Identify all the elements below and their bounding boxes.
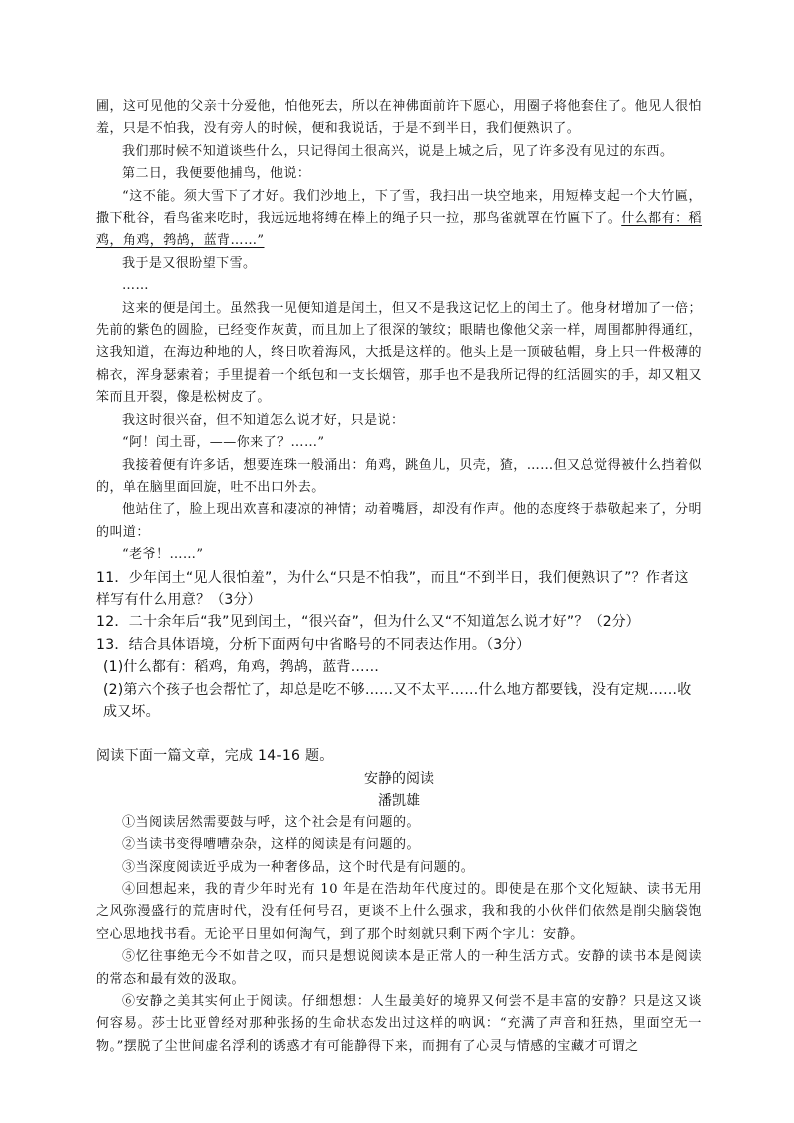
question-13 [96,634,702,656]
question-11 [96,567,702,612]
question-block [96,567,702,724]
article-paragraph: ④回想起来，我的青少年时光有 10 年是在浩劫年代度过的。即使是在那个文化短缺、读书无用之风弥漫盛行的荒唐时代，没有任何号召，更谈不上什么强求，我和我的小伙伴们依然是削尖脑袋饱空心思地找书看。无论平日里如何淘气，到了那个时刻就只剩下两个字儿：安静。 [96,882,702,942]
passage-paragraph: 我这时很兴奋，但不知道怎么说才好，只是说： [122,412,405,428]
question-13-option-1: (1)什么都有：稻鸡，角鸡，鹁鸪，蓝背…… [103,659,380,676]
passage-paragraph: 我于是又很盼望下雪。 [122,255,257,271]
article-paragraph: ⑥安静之美其实何止于阅读。仔细想想：人生最美好的境界又何尝不是丰富的安静？只是这又谈何容易。莎士比亚曾经对那种张扬的生命状态发出过这样的吶讽：“充满了声音和狂热，里面空无一物。”摆脱了尘世间虚名浮利的诱惑才有可能静得下来，而拥有了心灵与情感的宝藏才可谓之 [96,994,702,1054]
passage-paragraph [96,186,702,253]
question-score: （3分） [486,636,531,653]
passage-paragraph: “阿！闰土哥，——你来了？……” [122,435,325,451]
passage-paragraph: 圃，这可见他的父亲十分爱他，怕他死去，所以在神佛面前许下愿心，用圈子将他套住了。他见人很怕羞，只是不怕我，没有旁人的时候，便和我说话，于是不到半日，我们便熟识了。 [96,99,702,137]
article-paragraph: ①当阅读居然需要鼓与呼，这个社会是有问题的。 [122,814,421,830]
passage-paragraph: 他站住了，脸上现出欢喜和凄凉的神情；动着嘴唇，却没有作声。他的态度终于恭敬起来了，分明的叫道： [96,502,702,540]
ellipsis-line: …… [122,278,149,294]
passage-paragraph: “老爷！……” [122,547,204,563]
question-score: （2分） [588,614,640,631]
question-text: 13．结合具体语境，分析下面两句中省略号的不同表达作用。 [96,636,487,653]
article-paragraph: ⑤忆往事绝无今不如昔之叹，而只是想说阅读本是正常人的一种生活方式。安静的读书本是阅读的常态和最有效的汲取。 [96,949,702,987]
passage-paragraph: 我接着便有许多话，想要连珠一般涌出：角鸡，跳鱼儿，贝壳，猹，……但又总觉得被什么挡着似的，单在脑里面回旋，吐不出口外去。 [96,457,702,495]
passage-paragraph: 这来的便是闰土。虽然我一见便知道是闰土，但又不是我这记忆上的闰土了。他身材增加了一倍；先前的紫色的圆脸，已经变作灰黄，而且加上了很深的皱纹；眼睛也像他父亲一样，周围都肿得通红，这我知道，在海边种地的人，终日吹着海风，大抵是这样的。他头上是一顶破毡帽，身上只一件极薄的棉衣，浑身瑟索着；手里提着一个纸包和一支长烟管，那手也不是我所记得的红活圆实的手，却又粗又笨而且开裂，像是松树皮了。 [96,300,702,406]
article-paragraph: ②当读书变得嘈嘈杂杂，这样的阅读是有问题的。 [122,837,421,853]
passage-paragraph: 我们那时候不知道谈些什么，只记得闰土很高兴，说是上城之后，见了许多没有见过的东西。 [122,143,674,159]
section-spacer [96,723,702,745]
question-13-option-2: (2)第六个孩子也会帮忙了，却总是吃不够……又不太平……什么地方都要钱，没有定规……收成又坏。 [103,681,692,720]
question-12 [96,611,702,633]
article-author: 潘凯雄 [378,792,420,809]
passage-one [96,96,702,567]
question-score: （3分） [210,591,262,608]
article-paragraph: ③当深度阅读近乎成为一种奢侈品，这个时代是有问题的。 [122,859,475,875]
document-page [96,96,702,1058]
article-title: 安静的阅读 [364,770,434,787]
passage-two [96,745,702,1058]
question-text: 11．少年闰土“见人很怕羞”，为什么“只是不怕我”，而且“不到半日，我们便熟识了”？作者这样写有什么用意？ [96,569,689,608]
underlined-sentence: 什么都有：稻鸡，角鸡，鹁鸪，蓝背……” [96,211,702,249]
passage-text: “这不能。须大雪下了才好。我们沙地上，下了雪，我扫出一块空地来，用短棒支起一个大竹匾，撒下秕谷，看鸟雀来吃时，我远远地将缚在棒上的绳子只一拉，那鸟雀就罩在竹匾下了。 [96,188,702,227]
question-text: 12．二十余年后“我”见到闰土，“很兴奋”，但为什么又“不知道怎么说才好”？ [96,614,589,631]
section-instruction: 阅读下面一篇文章，完成 14-16 题。 [96,748,334,765]
passage-paragraph: 第二日，我便要他捕鸟，他说： [122,166,311,182]
